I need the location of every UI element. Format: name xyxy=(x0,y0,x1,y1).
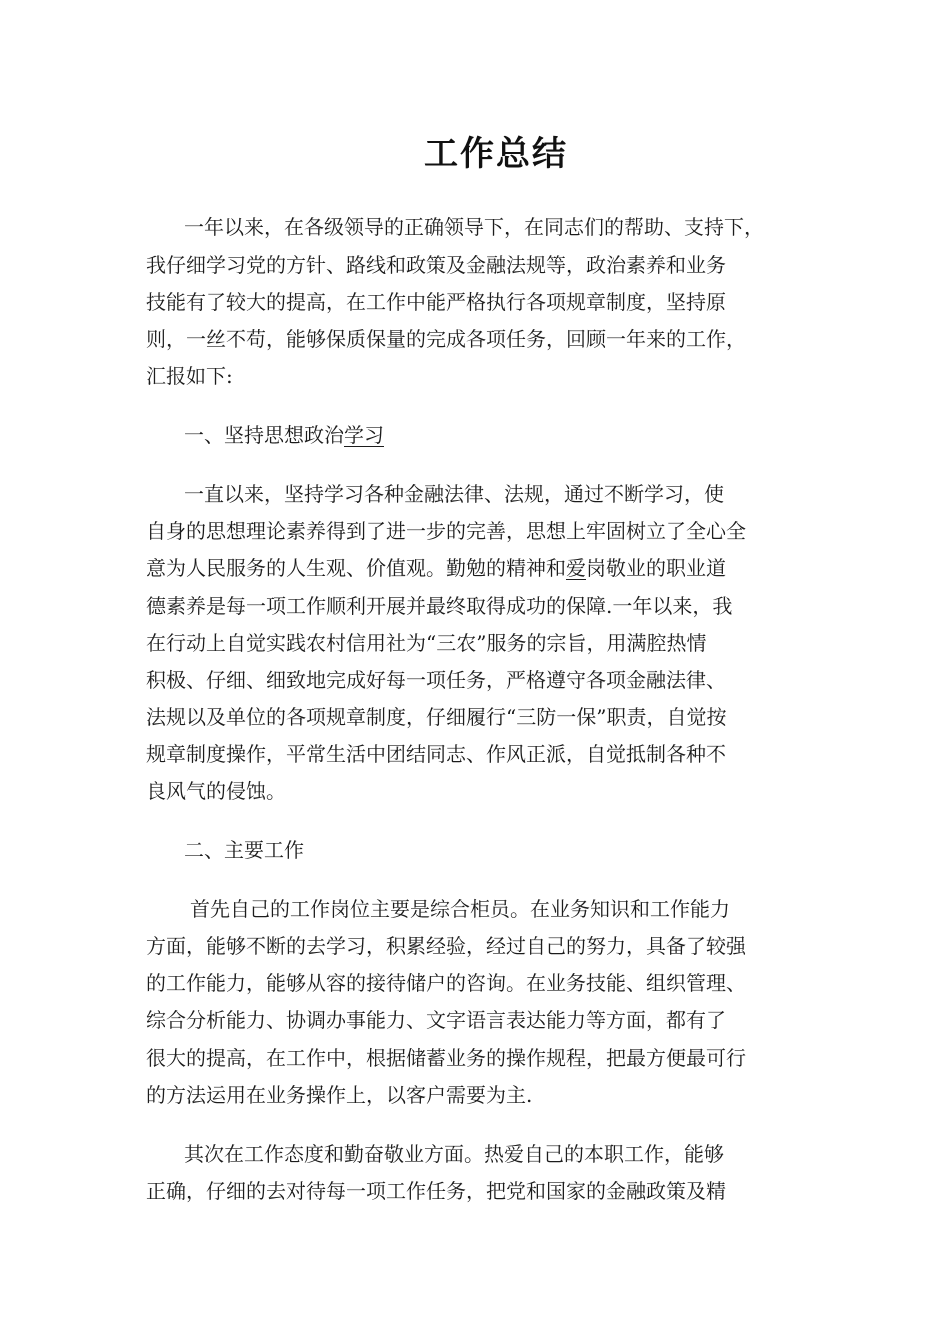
paragraph-3-line-4: 综合分析能力、协调办事能力、文字语言表达能力等方面，都有了 xyxy=(146,1008,726,1032)
paragraph-2-line-3 xyxy=(146,553,726,583)
paragraph-1-line-4: 则，一丝不苟，能够保质保量的完成各项任务，回顾一年来的工作， xyxy=(146,327,746,351)
paragraph-1-line-1: 一年以来，在各级领导的正确领导下，在同志们的帮助、支持下， xyxy=(184,215,764,239)
paragraph-4-line-2: 正确，仔细的去对待每一项工作任务，把党和国家的金融政策及精 xyxy=(146,1179,726,1203)
paragraph-2-line-7: 法规以及单位的各项规章制度，仔细履行“三防一保”职责，自觉按 xyxy=(146,705,727,729)
document-title: 工作总结 xyxy=(424,134,568,174)
paragraph-2-line-8: 规章制度操作，平常生活中团结同志、作风正派，自觉抵制各种不 xyxy=(146,742,726,766)
paragraph-2-line-5: 在行动上自觉实践农村信用社为“三农”服务的宗旨，用满腔热情 xyxy=(146,631,707,655)
paragraph-2-line-1: 一直以来，坚持学习各种金融法律、法规，通过不断学习，使 xyxy=(184,482,724,506)
paragraph-2-line-4: 德素养是每一项工作顺利开展并最终取得成功的保障.一年以来，我 xyxy=(146,594,733,618)
underlined-word-study: 学习 xyxy=(344,423,384,447)
paragraph-1-line-2: 我仔细学习党的方针、路线和政策及金融法规等，政治素养和业务 xyxy=(146,253,726,277)
paragraph-3-line-1: 首先自己的工作岗位主要是综合柜员。在业务知识和工作能力 xyxy=(190,897,730,921)
section-heading-2: 二、主要工作 xyxy=(184,838,304,862)
paragraph-2-line-9: 良风气的侵蚀。 xyxy=(146,779,286,803)
paragraph-1-line-3: 技能有了较大的提高，在工作中能严格执行各项规章制度，坚持原 xyxy=(146,290,726,314)
paragraph-2-line-6: 积极、仔细、细致地完成好每一项任务，严格遵守各项金融法律、 xyxy=(146,668,726,692)
paragraph-3-line-2: 方面，能够不断的去学习，积累经验，经过自己的努力，具备了较强 xyxy=(146,934,746,958)
paragraph-2-line-3-text-b: 岗敬业的职业道 xyxy=(586,556,726,580)
section-heading-1 xyxy=(184,420,384,450)
paragraph-1-line-5: 汇报如下: xyxy=(146,364,233,388)
paragraph-3-line-3: 的工作能力，能够从容的接待储户的咨询。在业务技能、组织管理、 xyxy=(146,971,746,995)
paragraph-3-line-5: 很大的提高，在工作中，根据储蓄业务的操作规程，把最方便最可行 xyxy=(146,1046,746,1070)
paragraph-4-line-1: 其次在工作态度和勤奋敬业方面。热爱自己的本职工作，能够 xyxy=(184,1142,724,1166)
paragraph-3-line-6: 的方法运用在业务操作上，以客户需要为主. xyxy=(146,1083,533,1107)
paragraph-2-line-2: 自身的思想理论素养得到了进一步的完善，思想上牢固树立了全心全 xyxy=(146,519,746,543)
paragraph-2-line-3-text-a: 意为人民服务的人生观、价值观。勤勉的精神和 xyxy=(146,556,566,580)
underlined-word-love: 爱 xyxy=(566,556,586,580)
section-heading-1-text: 一、坚持思想政治 xyxy=(184,423,344,447)
